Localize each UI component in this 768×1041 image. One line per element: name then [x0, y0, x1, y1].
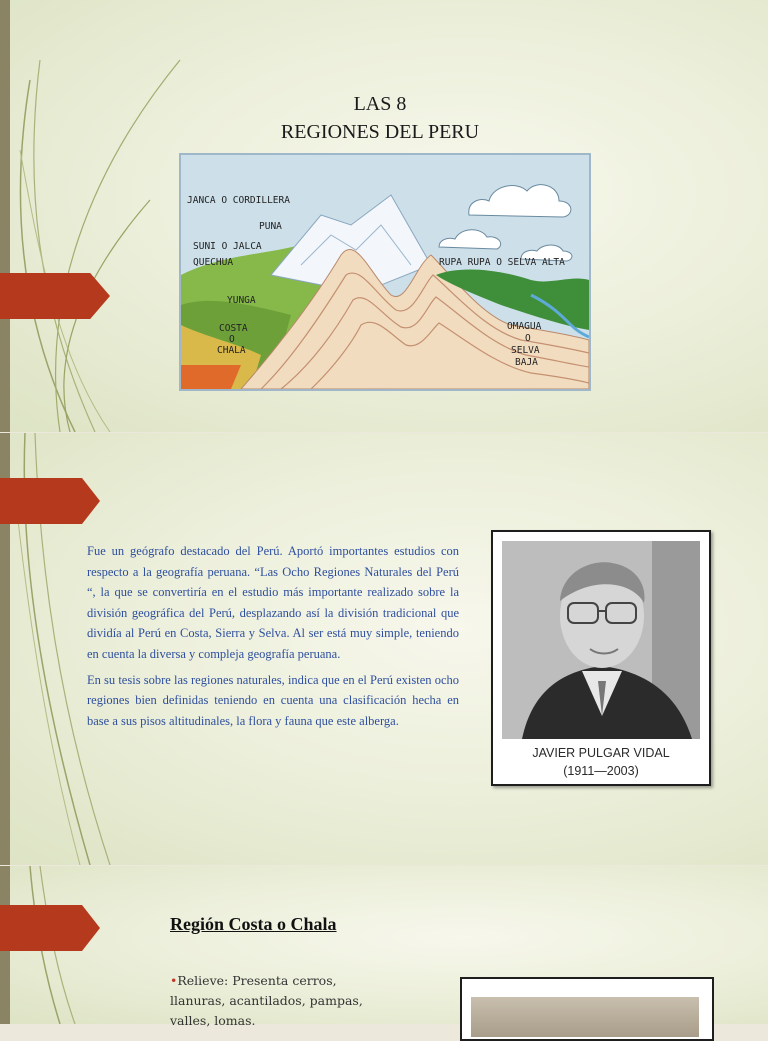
map-label-puna: PUNA	[259, 221, 282, 232]
map-label-omagua-1: OMAGUA	[507, 321, 542, 332]
map-label-omagua-3: SELVA	[511, 345, 540, 356]
coast-photo	[460, 977, 714, 1041]
map-label-quechua: QUECHUA	[193, 257, 234, 268]
slide-1	[0, 0, 768, 432]
map-label-yunga: YUNGA	[227, 295, 256, 306]
arrow-tab	[0, 905, 100, 951]
relieve-bullet-item	[170, 971, 380, 1031]
slide-1-title: LAS 8 REGIONES DEL PERU	[280, 93, 480, 143]
map-label-omagua-4: BAJA	[515, 357, 538, 368]
biography-text	[87, 541, 459, 736]
bullet-marker: •	[170, 973, 178, 988]
map-label-suni: SUNI O JALCA	[193, 241, 262, 252]
map-label-rupa-rupa: RUPA RUPA O SELVA ALTA	[439, 257, 565, 268]
map-label-costa-3: CHALA	[217, 345, 246, 356]
coast-image	[471, 997, 699, 1037]
biography-paragraph-1: Fue un geógrafo destacado del Perú. Aportó importantes estudios con respecto a la geografía peruana. “Las Ocho Regiones Naturales del Perú “, la que se convertiría en el estudio más importante realizado sobre la división geográfica del Perú, desplazando así la división tradicional que dividía al Perú en Costa, Sierra y Selva. Al ser está muy simple, teniendo en cuenta la diversa y compleja geografía peruana.	[87, 544, 459, 661]
regions-illustration	[179, 153, 591, 391]
arrow-tab	[0, 273, 110, 319]
map-label-costa-2: O	[229, 334, 235, 345]
portrait-drawing	[502, 541, 700, 739]
biography-paragraph-2: En su tesis sobre las regiones naturales, indica que en el Perú existen ocho regiones bien definidas teniendo en cuenta una clasificación hecha en base a sus pisos altitudinales, la flora y fauna que este alberga.	[87, 672, 459, 728]
map-label-costa-1: COSTA	[219, 323, 248, 334]
relieve-text: Relieve: Presenta cerros, llanuras, acantilados, pampas, valles, lomas.	[170, 973, 363, 1028]
portrait-image	[502, 541, 700, 739]
map-label-omagua-2: O	[525, 333, 531, 344]
slide-3-title: Región Costa o Chala	[170, 914, 337, 934]
portrait-caption-name: JAVIER PULGAR VIDAL	[532, 746, 670, 760]
map-label-janca: JANCA O CORDILLERA	[187, 195, 290, 206]
arrow-tab	[0, 478, 100, 524]
portrait-caption-years: (1911—2003)	[563, 764, 639, 778]
portrait-photo	[491, 530, 711, 786]
